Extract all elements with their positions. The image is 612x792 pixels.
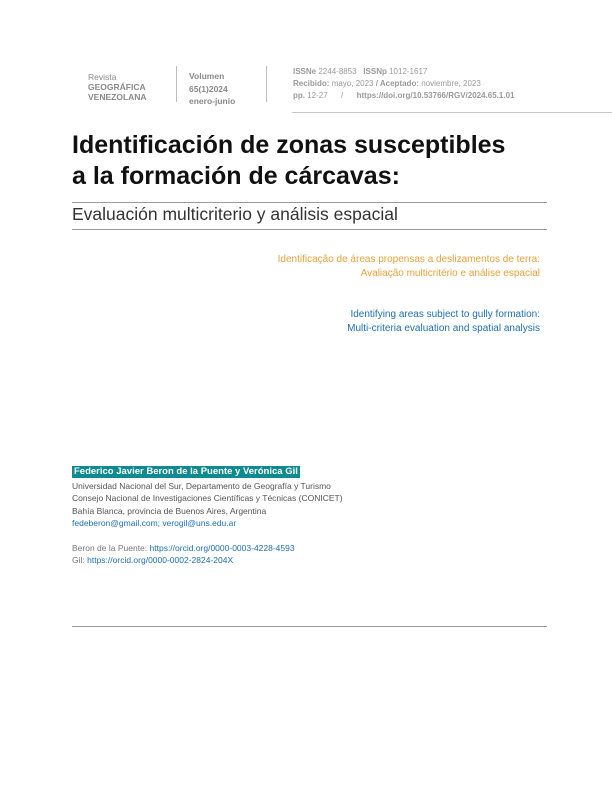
- affiliation-2: Consejo Nacional de Investigaciones Científicas y Técnicas (CONICET): [72, 493, 343, 504]
- title-rule-bottom: [72, 229, 547, 230]
- received-label: Recibido:: [293, 79, 330, 88]
- journal-line1: Revista: [88, 72, 117, 82]
- footer-rule: [72, 626, 547, 627]
- portuguese-title: [278, 253, 540, 281]
- en-title-line2: Multi-criteria evaluation and spatial analysis: [347, 323, 540, 334]
- author-names: Federico Javier Beron de la Puente y Verónica Gil: [74, 466, 298, 477]
- issn-p-label: ISSNp: [363, 67, 387, 76]
- header-divider: [176, 66, 177, 102]
- en-title-line1: Identifying areas subject to gully formation:: [350, 309, 540, 320]
- affiliations: [72, 480, 343, 529]
- english-title: [347, 308, 540, 336]
- orcid1-link[interactable]: https://orcid.org/0000-0003-4228-4593: [149, 543, 295, 553]
- pt-title-line1: Identificação de áreas propensas a deslizamentos de terra:: [277, 254, 540, 265]
- accepted-value: noviembre, 2023: [421, 79, 481, 88]
- title-line1: Identificación de zonas susceptibles: [72, 131, 506, 159]
- volume-label: Volumen: [189, 71, 225, 81]
- issn-info: [293, 66, 514, 102]
- orcid1-label: Beron de la Puente:: [72, 543, 148, 553]
- article-title: [72, 130, 505, 192]
- doi-separator: /: [341, 91, 344, 100]
- title-rule-top: [72, 202, 547, 203]
- orcid2-label: Gil:: [72, 555, 85, 566]
- accepted-label: / Aceptado:: [375, 79, 419, 88]
- title-line2: a la formación de cárcavas:: [72, 162, 400, 190]
- volume-number: 65(1)2024: [189, 83, 228, 94]
- header-rule: [292, 112, 612, 113]
- pages-value: 12-27: [307, 91, 328, 100]
- doi-link[interactable]: https://doi.org/10.53766/RGV/2024.65.1.01: [356, 91, 515, 100]
- issn-p-value: 1012-1617: [389, 67, 428, 76]
- author-emails[interactable]: fedeberon@gmail.com; verogil@uns.edu.ar: [72, 517, 237, 528]
- journal-line3: VENEZOLANA: [88, 92, 147, 102]
- affiliation-3: Bahía Blanca, provincia de Buenos Aires, Argentina: [72, 505, 267, 516]
- header-divider-2: [266, 66, 267, 102]
- journal-name: [88, 72, 147, 102]
- volume-period: enero-junio: [189, 96, 236, 106]
- received-value: mayo, 2023: [331, 79, 374, 88]
- affiliation-1: Universidad Nacional del Sur, Departamento de Geografía y Turismo: [72, 481, 331, 491]
- journal-line2: GEOGRÁFICA: [88, 82, 146, 92]
- article-subtitle: Evaluación multicriterio y análisis espacial: [72, 204, 398, 224]
- pages-label: pp.: [293, 91, 305, 100]
- orcid2-link[interactable]: https://orcid.org/0000-0002-2824-204X: [87, 555, 234, 566]
- orcid-list: [72, 542, 295, 567]
- volume-info: [189, 70, 235, 108]
- issn-e-label: ISSNe: [293, 67, 317, 76]
- pt-title-line2: Avaliação multicritério e análise espacial: [360, 268, 540, 279]
- issn-e-value: 2244-8853: [318, 67, 357, 76]
